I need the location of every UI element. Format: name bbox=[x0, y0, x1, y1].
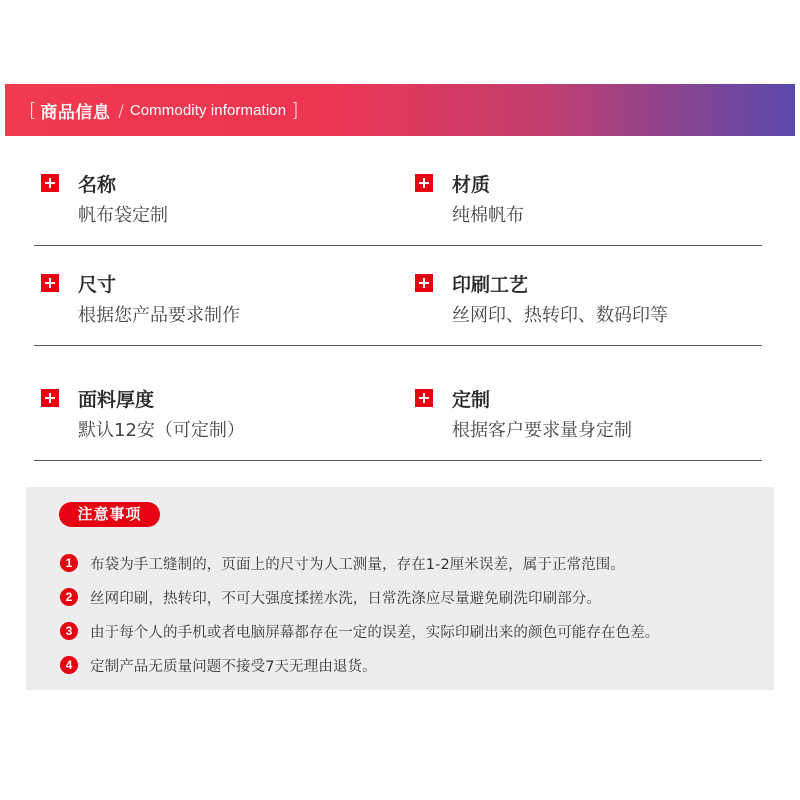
spec-row bbox=[34, 246, 762, 346]
plus-square-icon bbox=[415, 389, 433, 407]
notice-text: 丝网印刷，热转印，不可大强度揉搓水洗，日常洗涤应尽量避免刷洗印刷部分。 bbox=[90, 590, 601, 607]
spec-label: 名称 bbox=[78, 174, 117, 196]
plus-square-icon bbox=[415, 174, 433, 192]
notice-list bbox=[60, 546, 770, 682]
plus-square-icon bbox=[41, 389, 59, 407]
notice-item bbox=[60, 580, 770, 614]
spec-label: 定制 bbox=[452, 389, 491, 411]
notice-item bbox=[60, 614, 770, 648]
spec-label: 面料厚度 bbox=[78, 389, 155, 411]
title-separator: / bbox=[118, 100, 124, 120]
notice-item bbox=[60, 648, 770, 682]
section-title-en: Commodity information bbox=[129, 101, 287, 119]
notice-panel bbox=[26, 487, 774, 690]
notice-text: 由于每个人的手机或者电脑屏幕都存在一定的误差，实际印刷出来的颜色可能存在色差。 bbox=[90, 624, 660, 641]
notice-text: 布袋为手工缝制的，页面上的尺寸为人工测量，存在1-2厘米误差，属于正常范围。 bbox=[90, 556, 625, 573]
plus-square-icon bbox=[41, 274, 59, 292]
spec-row bbox=[34, 346, 762, 461]
spec-label: 印刷工艺 bbox=[452, 274, 529, 296]
bracket-left: [ bbox=[29, 98, 37, 121]
notice-title-badge: 注意事项 bbox=[59, 502, 160, 527]
spec-value: 纯棉帆布 bbox=[452, 205, 524, 226]
bracket-right: ] bbox=[291, 98, 299, 121]
spec-value: 帆布袋定制 bbox=[78, 205, 168, 226]
spec-label: 材质 bbox=[452, 174, 491, 196]
notice-text: 定制产品无质量问题不接受7天无理由退货。 bbox=[90, 658, 377, 675]
spec-value: 丝网印、热转印、数码印等 bbox=[452, 305, 668, 326]
spec-label: 尺寸 bbox=[78, 274, 117, 296]
notice-item bbox=[60, 546, 770, 580]
plus-square-icon bbox=[41, 174, 59, 192]
number-1-circle-icon: 1 bbox=[60, 554, 78, 572]
number-4-circle-icon: 4 bbox=[60, 656, 78, 674]
plus-square-icon bbox=[415, 274, 433, 292]
number-3-circle-icon: 3 bbox=[60, 622, 78, 640]
section-title-cn: 商品信息 bbox=[40, 102, 111, 123]
spec-value: 根据您产品要求制作 bbox=[78, 305, 240, 326]
spec-grid bbox=[34, 146, 762, 461]
spec-value: 根据客户要求量身定制 bbox=[452, 420, 632, 441]
section-header-banner bbox=[5, 84, 795, 136]
number-2-circle-icon: 2 bbox=[60, 588, 78, 606]
spec-row bbox=[34, 146, 762, 246]
spec-value: 默认12安（可定制） bbox=[78, 420, 245, 441]
